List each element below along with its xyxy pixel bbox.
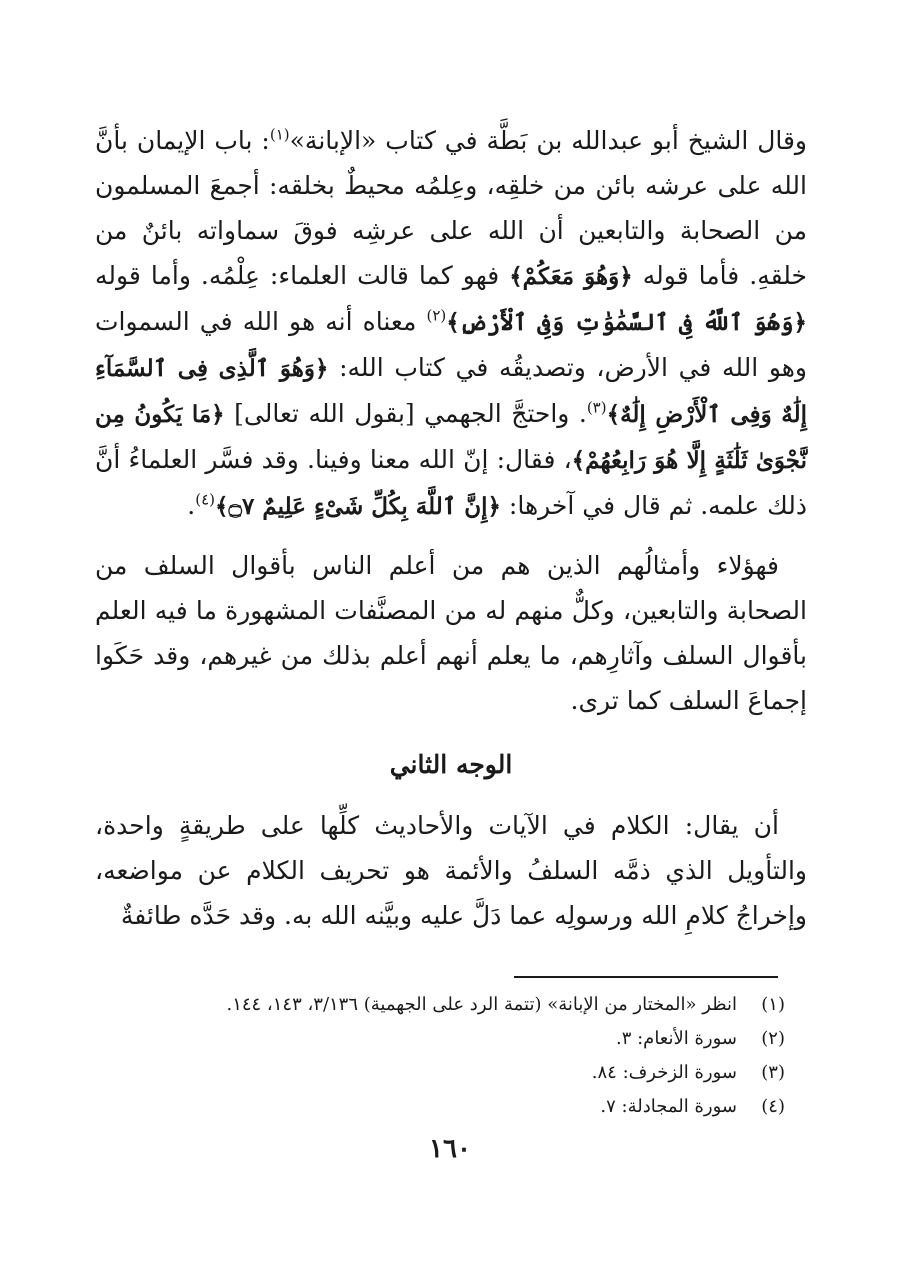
- paragraph-second-aspect: أن يقال: الكلام في الآيات والأحاديث كلِّها على طريقةٍ واحدة، والتأويل الذي ذمَّه السلفُ والأئمة هو تحريف الكلام عن مواضعه، وإخراجُ كلامِ الله ورسولِه عما دَلَّ عليه وبيَّنه الله به. وقد حَدَّه طائفةٌ: [95, 811, 807, 930]
- text-segment: معناه أنه هو الله في السموات وهو الله في الأرض، وتصديقُه في كتاب الله:: [95, 307, 807, 382]
- footnote-item: [95, 1090, 785, 1124]
- footnote-ref-4[interactable]: (٤): [195, 490, 216, 509]
- footnote-number: (٢): [761, 1028, 785, 1049]
- footnote-ref-2[interactable]: (٢): [426, 306, 447, 325]
- paragraph-ibn-batta-quote: [95, 118, 807, 529]
- footnote-ref-3[interactable]: (٣): [586, 398, 607, 417]
- footnote-text: سورة المجادلة: ٧.: [600, 1096, 737, 1117]
- footnote-number: (٤): [761, 1096, 785, 1117]
- quran-verse: ﴿وَهُوَ ٱللَّهُ فِى ٱلسَّمَٰوَٰتِ وَفِى ٱلْأَرْضِ﴾: [446, 309, 808, 336]
- footnote-ref-1[interactable]: (١): [269, 125, 290, 144]
- page-body: [95, 118, 807, 938]
- footnote-divider: [514, 976, 778, 978]
- quran-verse: ﴿وَهُوَ مَعَكُمْ﴾: [509, 263, 633, 290]
- footnote-number: (٣): [761, 1062, 785, 1083]
- quran-verse: ﴿وَهُوَ ٱلَّذِى فِى ٱلسَّمَآءِ إِلَٰهٌ وَفِى ٱلْأَرْضِ إِلَٰهٌ﴾: [95, 355, 807, 428]
- text-segment: .: [187, 491, 196, 520]
- page-number: ١٦٠: [429, 1134, 471, 1164]
- footnote-item: [95, 1056, 785, 1090]
- footnotes: [95, 988, 785, 1124]
- quran-verse: ﴿إِنَّ ٱللَّهَ بِكُلِّ شَىْءٍ عَلِيمٌ ۝٧﴾: [215, 493, 501, 520]
- footnote-item: [95, 988, 785, 1022]
- paragraph-scholars: فهؤلاء وأمثالُهم الذين هم من أعلم الناس بأقوال السلف من الصحابة والتابعين، وكلٌّ منهم له من المصنَّفات المشهورة ما فيه العلم بأقوال السلف وآثارِهم، ما يعلم أنهم أعلم بذلك من غيرهم، وقد حَكَوا إجماعَ السلف كما ترى.: [95, 551, 807, 715]
- text-segment: . واحتجَّ الجهمي [بقول الله تعالى]: [234, 399, 587, 428]
- text-segment: فهو كما قالت العلماء: عِلْمُه. وأما قوله: [95, 261, 500, 290]
- text-segment: : باب الإيمان بأنَّ الله على عرشه بائن من خلقِه، وعِلمُه محيطٌ بخلقه: أجمعَ المسلمون من الصحابة والتابعين أن الله على عرشِه فوقَ سماواته بائنٌ من خلقهِ. فأما قوله: [95, 126, 807, 290]
- footnote-text: سورة الأنعام: ٣.: [615, 1028, 737, 1049]
- footnote-number: (١): [761, 994, 785, 1015]
- footnote-text: انظر «المختار من الإبانة» (تتمة الرد على الجهمية) ٣/١٣٦، ١٤٣، ١٤٤.: [226, 994, 737, 1015]
- section-heading: الوجه الثاني: [389, 750, 513, 779]
- quran-verse: ﴿مَا يَكُونُ مِن نَّجْوَىٰ ثَلَٰثَةٍ إِلَّا هُوَ رَابِعُهُمْ﴾: [95, 401, 807, 474]
- footnote-text: سورة الزخرف: ٨٤.: [591, 1062, 737, 1083]
- text-segment: ، فقال: إنّ الله معنا وفينا. وقد فسَّر العلماءُ أنَّ ذلك علمه. ثم قال في آخرها:: [95, 445, 807, 520]
- footnote-item: [95, 1022, 785, 1056]
- text-segment: وقال الشيخ أبو عبدالله بن بَطَّة في كتاب «الإبانة»: [289, 126, 808, 155]
